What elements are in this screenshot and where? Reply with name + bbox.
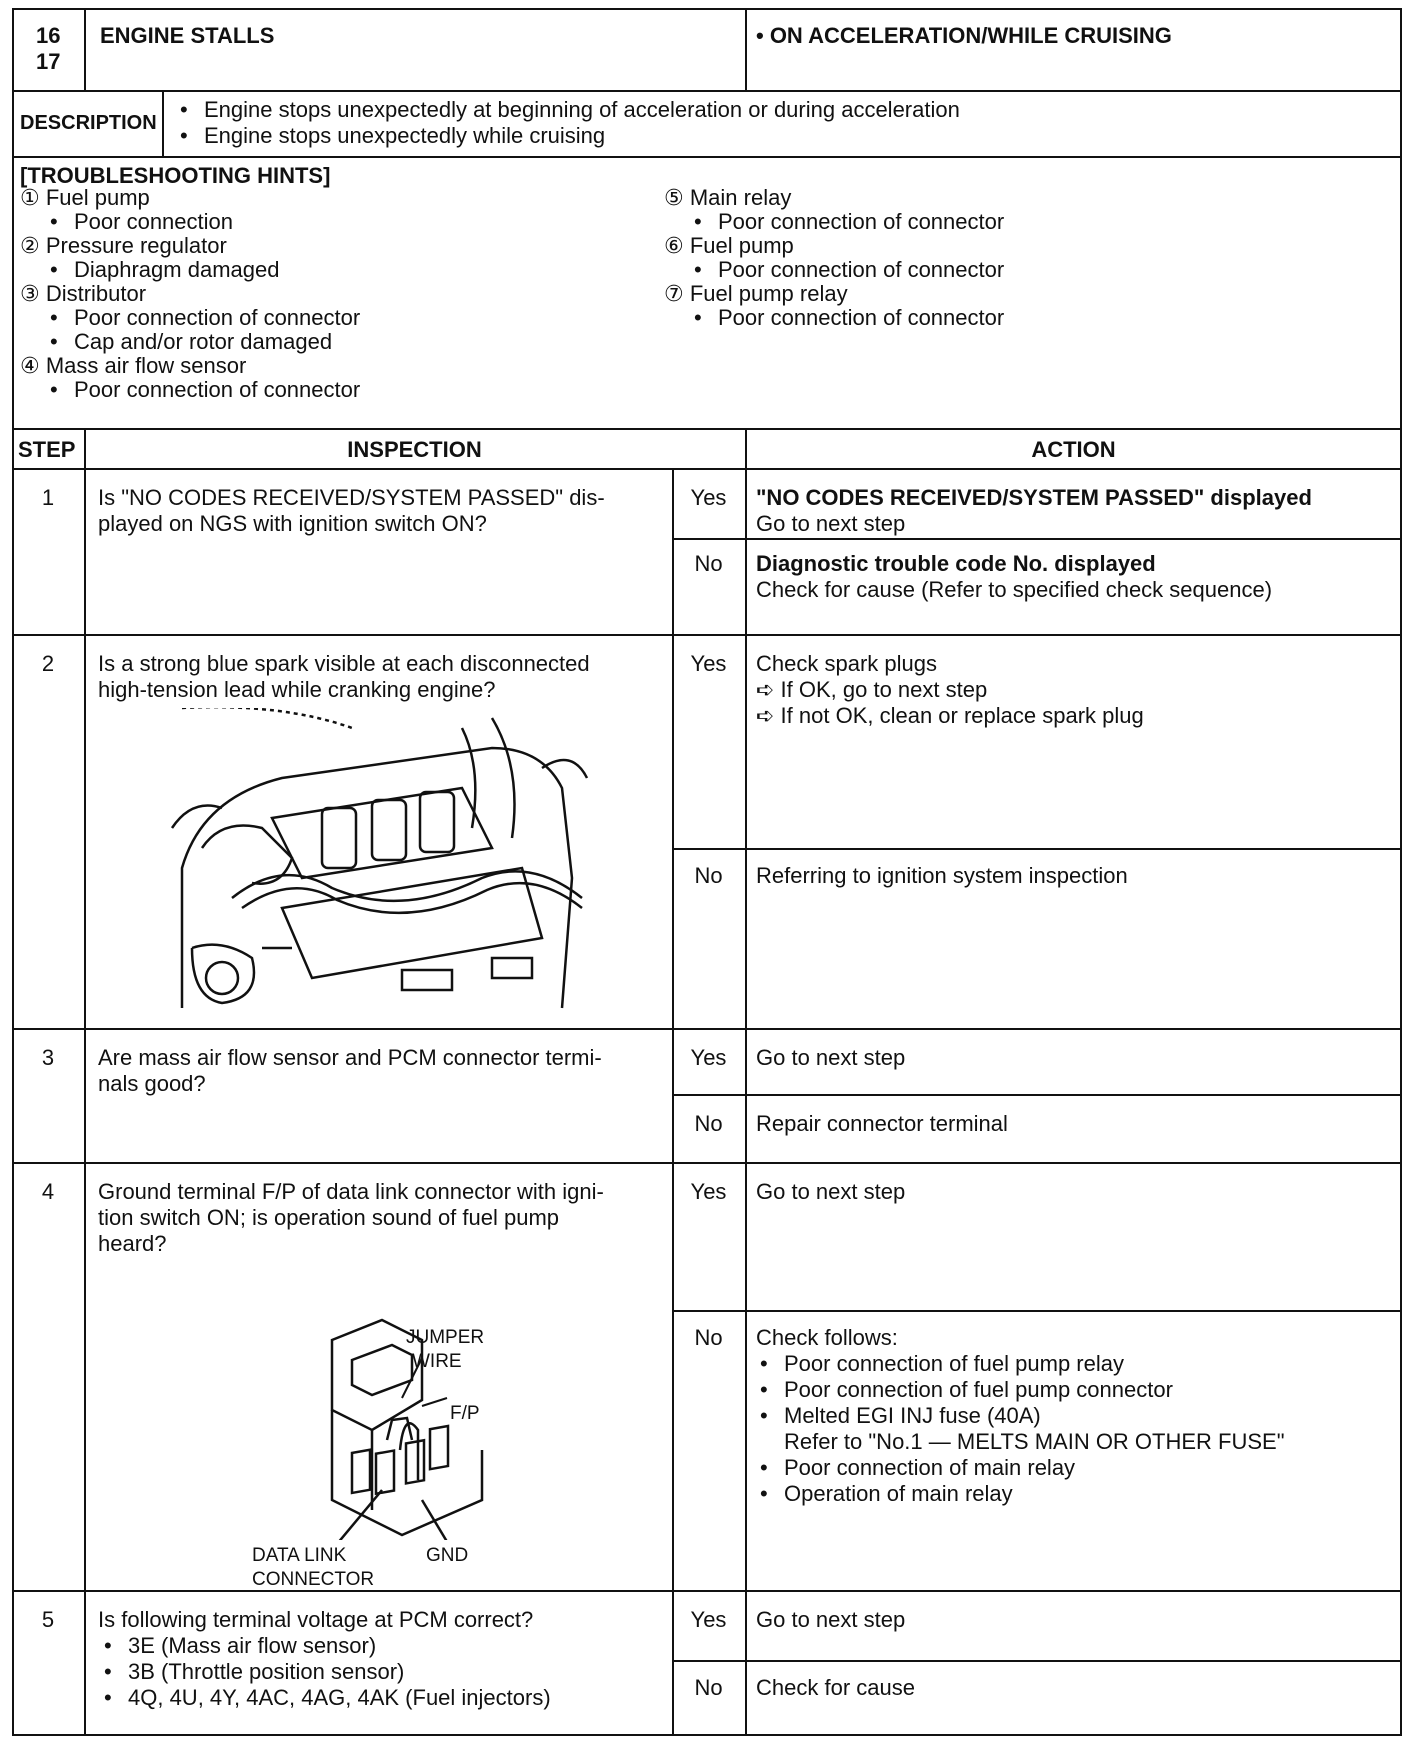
divider <box>84 8 86 90</box>
step-inspection: Is following terminal voltage at PCM correct? <box>98 1607 534 1632</box>
figure-label: JUMPER <box>406 1327 485 1348</box>
action-text: "NO CODES RECEIVED/SYSTEM PASSED" displayed <box>756 485 1312 510</box>
hint-item: • Poor connection of connector <box>694 256 1004 283</box>
hint-heading: ① Fuel pump <box>20 185 150 210</box>
action-text: ➪ If OK, go to next step <box>756 677 988 702</box>
action-text: Refer to "No.1 — MELTS MAIN OR OTHER FUSE" <box>784 1429 1285 1454</box>
figure-label: F/P <box>450 1403 480 1424</box>
step-inspection: played on NGS with ignition switch ON? <box>98 511 487 536</box>
action-text: Check for cause (Refer to specified check sequence) <box>756 577 1273 602</box>
engine-spark-illustration <box>162 708 592 1018</box>
yes-label: Yes <box>690 1607 727 1632</box>
action-text: Repair connector terminal <box>756 1111 1008 1136</box>
figure-label: CONNECTOR <box>252 1569 375 1590</box>
step-inspection: high-tension lead while cranking engine? <box>98 677 496 702</box>
action-bullet: • Melted EGI INJ fuse (40A) <box>760 1402 1041 1429</box>
hint-item: • Poor connection <box>50 208 233 235</box>
divider <box>12 156 1402 158</box>
divider <box>162 90 164 156</box>
divider <box>12 1028 1402 1030</box>
divider <box>672 1660 1402 1662</box>
no-label: No <box>694 1111 723 1136</box>
step-number: 3 <box>41 1045 55 1070</box>
action-text: Referring to ignition system inspection <box>756 863 1128 888</box>
action-text: Go to next step <box>756 1179 906 1204</box>
hint-heading: ② Pressure regulator <box>20 233 227 258</box>
action-bullet: • Poor connection of fuel pump relay <box>760 1350 1124 1377</box>
hint-heading: ⑤ Main relay <box>664 185 792 210</box>
hint-item: • Poor connection of connector <box>694 208 1004 235</box>
step-inspection: tion switch ON; is operation sound of fuel pump <box>98 1205 560 1230</box>
no-label: No <box>694 1675 723 1700</box>
yes-label: Yes <box>690 651 727 676</box>
action-bullet: • Poor connection of fuel pump connector <box>760 1376 1173 1403</box>
hints-title: [TROUBLESHOOTING HINTS] <box>20 163 331 188</box>
yes-label: Yes <box>690 485 727 510</box>
hint-item: • Cap and/or rotor damaged <box>50 328 332 355</box>
column-inspection: INSPECTION <box>347 437 482 462</box>
step-number: 2 <box>41 651 55 676</box>
action-text: Check spark plugs <box>756 651 937 676</box>
figure-label: WIRE <box>412 1351 462 1372</box>
condition-title: • ON ACCELERATION/WHILE CRUISING <box>756 23 1172 48</box>
yes-label: Yes <box>690 1045 727 1070</box>
no-label: No <box>694 1325 723 1350</box>
action-text: Diagnostic trouble code No. displayed <box>756 551 1156 576</box>
step-inspection: Is "NO CODES RECEIVED/SYSTEM PASSED" dis- <box>98 485 605 510</box>
column-step: STEP <box>18 437 76 462</box>
divider <box>12 634 1402 636</box>
step-inspection: Are mass air flow sensor and PCM connector termi- <box>98 1045 602 1070</box>
inspection-bullet: • 3B (Throttle position sensor) <box>104 1658 404 1685</box>
divider <box>672 1310 1402 1312</box>
step-number: 4 <box>41 1179 55 1204</box>
divider <box>672 1094 1402 1096</box>
description-label: DESCRIPTION <box>20 112 157 134</box>
step-inspection: nals good? <box>98 1071 206 1096</box>
hint-heading: ④ Mass air flow sensor <box>20 353 247 378</box>
action-text: Check for cause <box>756 1675 915 1700</box>
inspection-bullet: • 4Q, 4U, 4Y, 4AC, 4AG, 4AK (Fuel injectors) <box>104 1684 551 1711</box>
divider <box>672 848 1402 850</box>
step-inspection: Ground terminal F/P of data link connector with igni- <box>98 1179 604 1204</box>
divider <box>12 90 1402 92</box>
no-label: No <box>694 551 723 576</box>
hint-item: • Diaphragm damaged <box>50 256 279 283</box>
hint-heading: ⑦ Fuel pump relay <box>664 281 848 306</box>
step-inspection: Is a strong blue spark visible at each disconnected <box>98 651 590 676</box>
divider <box>12 468 1402 470</box>
code-top: 16 <box>36 23 61 48</box>
action-text: Check follows: <box>756 1325 898 1350</box>
description-item: • Engine stops unexpectedly at beginning of acceleration or during acceleration <box>180 96 960 123</box>
action-text: Go to next step <box>756 511 906 536</box>
hint-heading: ③ Distributor <box>20 281 147 306</box>
hint-heading: ⑥ Fuel pump <box>664 233 794 258</box>
action-text: Go to next step <box>756 1607 906 1632</box>
inspection-bullet: • 3E (Mass air flow sensor) <box>104 1632 376 1659</box>
figure-label: DATA LINK <box>252 1545 347 1566</box>
divider <box>84 428 86 1736</box>
page-title: ENGINE STALLS <box>100 23 275 48</box>
step-number: 1 <box>41 485 55 510</box>
yes-label: Yes <box>690 1179 727 1204</box>
hint-item: • Poor connection of connector <box>694 304 1004 331</box>
action-bullet: • Poor connection of main relay <box>760 1454 1075 1481</box>
action-text: ➪ If not OK, clean or replace spark plug <box>756 703 1144 728</box>
divider <box>672 538 1402 540</box>
divider <box>12 1162 1402 1164</box>
divider <box>745 8 747 90</box>
no-label: No <box>694 863 723 888</box>
column-action: ACTION <box>1031 437 1116 462</box>
description-item: • Engine stops unexpectedly while cruising <box>180 122 605 149</box>
troubleshooting-sheet <box>12 8 1402 1736</box>
figure-label: GND <box>426 1545 469 1566</box>
action-bullet: • Operation of main relay <box>760 1480 1013 1507</box>
divider <box>12 1590 1402 1592</box>
step-number: 5 <box>41 1607 55 1632</box>
hint-item: • Poor connection of connector <box>50 304 360 331</box>
code-bottom: 17 <box>36 49 61 74</box>
hint-item: • Poor connection of connector <box>50 376 360 403</box>
divider <box>12 428 1402 430</box>
step-inspection: heard? <box>98 1231 167 1256</box>
divider <box>745 428 747 1736</box>
action-text: Go to next step <box>756 1045 906 1070</box>
